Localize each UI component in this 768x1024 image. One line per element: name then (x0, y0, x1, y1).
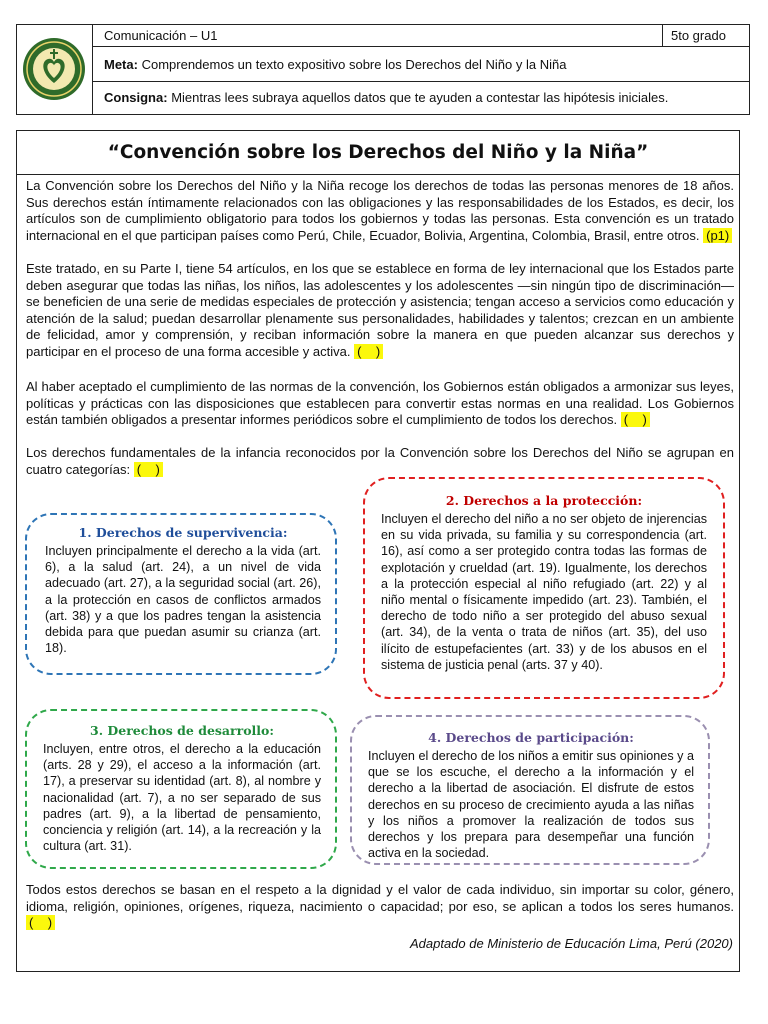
paragraph-5-marker[interactable]: ( ) (26, 915, 55, 930)
category-body: Incluyen, entre otros, el derecho a la educación (arts. 28 y 29), el acceso a la información (art. 17), a preservar su identidad (art. 8), al nombre y nacionalidad (art. 7), a no ser separado de sus padres (art. 9), a la libertad de pensamiento, conciencia y religión (art. 14), a la recreación y la cultura (art. 31). (43, 742, 321, 854)
reading-frame (16, 130, 740, 972)
paragraph-3 (26, 379, 734, 429)
category-body: Incluyen principalmente el derecho a la vida (art. 6), a la salud (art. 24), a un nivel de vida adecuado (art. 27), a la seguridad social (art. 26), a la protección en casos de conflictos armados (art. 38) y a que los padres tengan la asistencia debida para que puedan asumir su crianza (art. 18). (45, 544, 321, 656)
goal-text: Comprendemos un texto expositivo sobre los Derechos del Niño y la Niña (141, 57, 567, 72)
subject-row (92, 25, 749, 47)
paragraph-2 (26, 261, 734, 361)
instruction-text: Mientras lees subraya aquellos datos que te ayuden a contestar las hipótesis iniciales. (171, 90, 669, 105)
goal-row (92, 47, 749, 82)
paragraph-5-text: Todos estos derechos se basan en el respeto a la dignidad y el valor de cada individuo, sin importar su color, género, idioma, religión, opiniones, orígenes, riqueza, nacimiento o capacidad; por eso, se aplican a todos los seres humanos. (26, 882, 734, 914)
paragraph-1 (26, 178, 734, 244)
paragraph-1-text: La Convención sobre los Derechos del Niño y la Niña recoge los derechos de todas las personas menores de 18 años. Sus derechos están íntimamente relacionados con las obligaciones y las responsabilidades de los Estados, es decir, los artículos son de cumplimiento obligatorio para todos los gobiernos y todas las personas. Esta convención es un tratado internacional en el que participan países como Perú, Chile, Ecuador, Bolivia, Argentina, Colombia, Brasil, entre otros. (26, 178, 734, 243)
school-crest-icon (17, 25, 92, 114)
grade-label: 5to grado (662, 25, 749, 47)
goal-label: Meta: (104, 57, 138, 72)
paragraph-2-text: Este tratado, en su Parte I, tiene 54 artículos, en los que se establece en forma de ley internacional que los Estados parte deben asegurar que todas las niñas, los niños, las adolescentes y los adolescentes —sin ningún tipo de discriminación—se beneficien de una serie de medidas especiales de protección y asistencia; tengan acceso a servicios como educación y atención de la salud; puedan desarrollar plenamente sus personalidades, habilidades y talentos; crezcan en un ambiente de felicidad, amor y comprensión, y reciban información sobre la manera en que pueden alcanzar sus derechos y participar en el proceso de una forma accesible y activa. (26, 261, 734, 359)
paragraph-2-marker[interactable]: ( ) (354, 344, 383, 359)
instruction-row (92, 82, 749, 114)
category-body: Incluyen el derecho de los niños a emitir sus opiniones y a que se los escuche, el derecho a la información y el derecho a la libertad de asociación. El disfrute de estos derechos en su proceso de crecimiento ayuda a las niñas y los niños a promover la realización de todos sus derechos y los prepara para desempeñar una función activa en la sociedad. (368, 749, 694, 861)
subject-label: Comunicación – U1 (104, 28, 218, 43)
source-credit: Adaptado de Ministerio de Educación Lima, Perú (2020) (409, 936, 733, 951)
paragraph-3-text: Al haber aceptado el cumplimiento de las normas de la convención, los Gobiernos están obligados a armonizar sus leyes, políticas y prácticas con las disposiciones que establecen para convertir estas normas en una realidad. Los Gobiernos están también obligados a presentar informes periódicos sobre el cumplimiento de todos los derechos. (26, 379, 734, 428)
instruction-label: Consigna: (104, 90, 168, 105)
category-title: 1. Derechos de supervivencia: (78, 525, 288, 540)
category-box-desarrollo (25, 709, 337, 869)
category-title: 4. Derechos de participación: (428, 730, 634, 745)
category-title: 2. Derechos a la protección: (445, 493, 643, 508)
category-body: Incluyen el derecho del niño a no ser objeto de injerencias en su vida privada, su familia y su correspondencia (art. 16), así como a ser protegido contra todas las formas de explotación y crueldad (art. 19). Igualmente, los derechos a la protección especial al niño refugiado (art. 22) y al niño mental o físicamente impedido (art. 23). También, el derecho de todo niño a ser protegido del abuso sexual (art. 34), de la venta o trata de niños (art. 35), del uso ilícito de estupefacientes (art. 33) y de los abusos en el sistema de justicia penal (arts. 37 y 40). (381, 512, 707, 672)
category-box-supervivencia (25, 513, 337, 675)
paragraph-4-marker[interactable]: ( ) (134, 462, 163, 477)
page-title: “Convención sobre los Derechos del Niño y la Niña” (17, 131, 739, 175)
paragraph-1-marker[interactable]: (p1) (703, 228, 732, 243)
school-logo (17, 25, 93, 114)
category-box-proteccion (363, 477, 725, 699)
paragraph-4 (26, 445, 734, 478)
header-table (16, 24, 750, 115)
category-box-participacion (350, 715, 710, 865)
paragraph-4-text: Los derechos fundamentales de la infancia reconocidos por la Convención sobre los Derechos del Niño se agrupan en cuatro categorías: (26, 445, 734, 477)
paragraph-3-marker[interactable]: ( ) (621, 412, 650, 427)
paragraph-5 (26, 882, 734, 932)
category-title: 3. Derechos de desarrollo: (90, 723, 274, 738)
